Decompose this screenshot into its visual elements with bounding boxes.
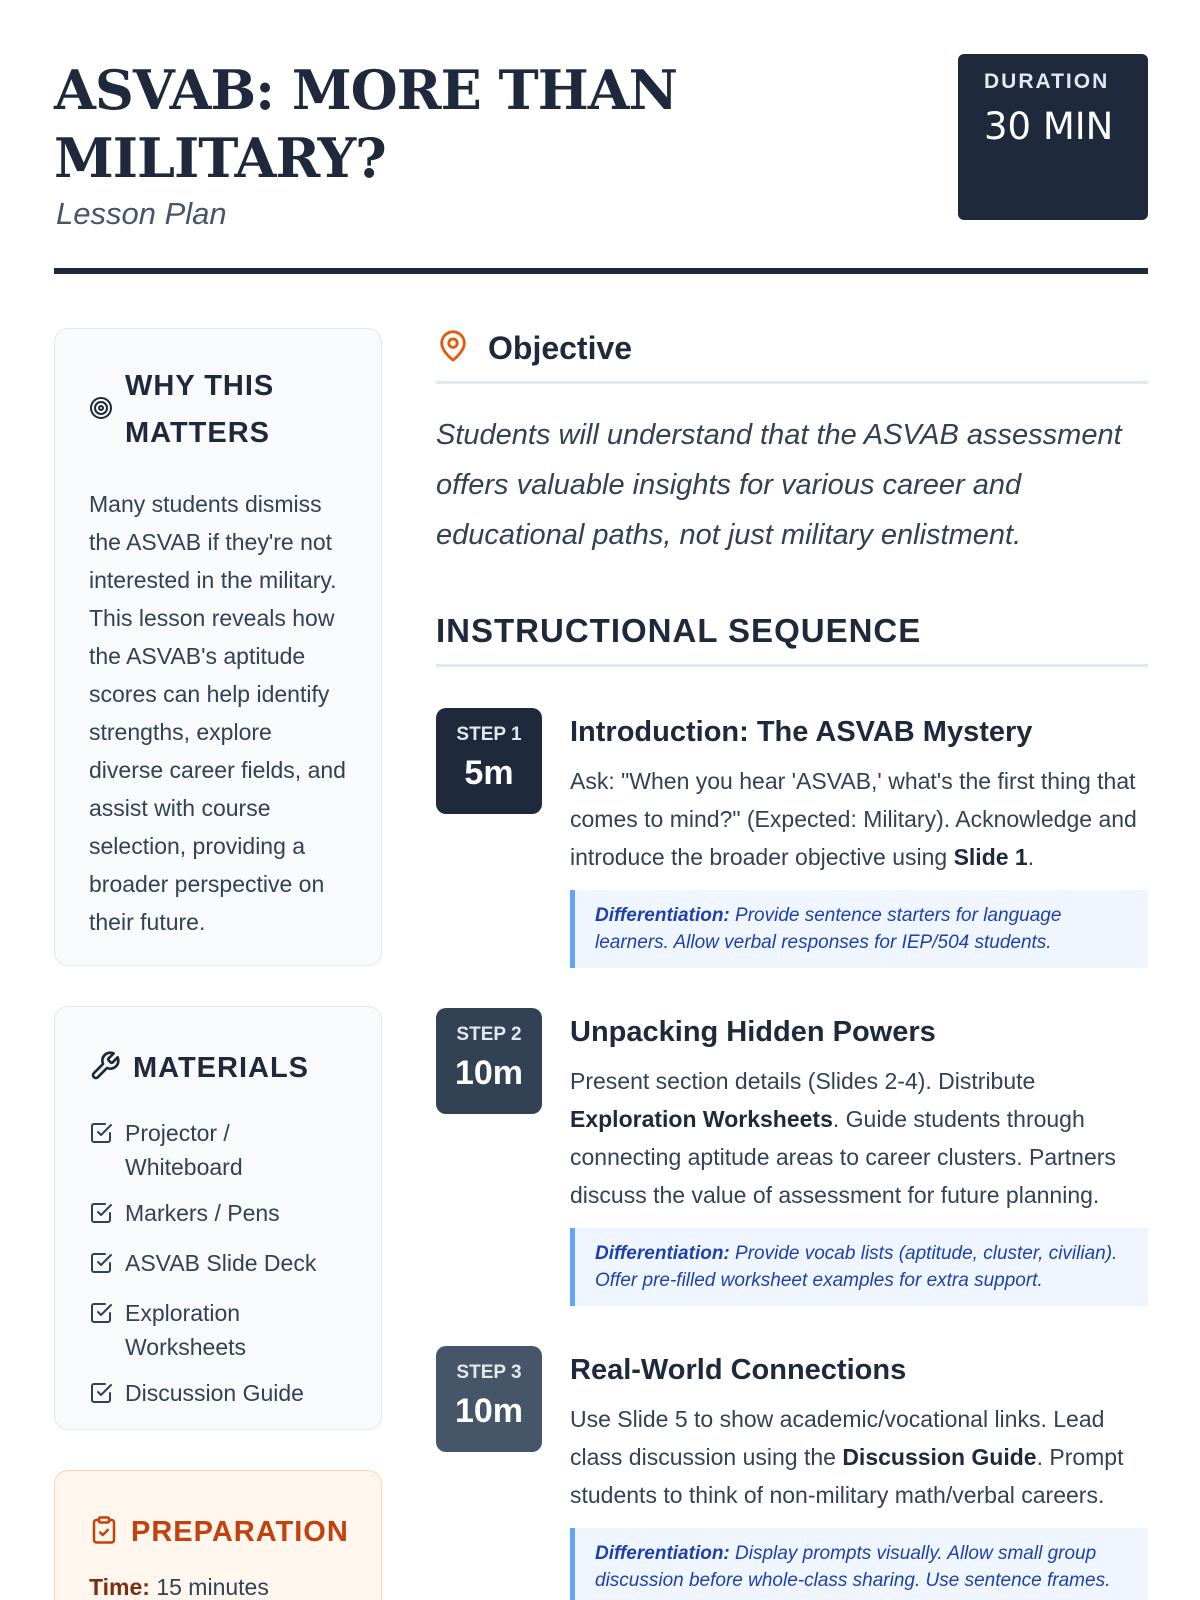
step-title: Unpacking Hidden Powers xyxy=(570,1016,936,1048)
map-pin-icon xyxy=(436,327,470,370)
material-label: Discussion Guide xyxy=(125,1380,304,1406)
desc-bold: Slide 1 xyxy=(953,844,1028,870)
preparation-card xyxy=(54,1470,382,1600)
desc-text: . Guide students through connecting aptitude areas to career clusters. Partners discuss the value of assessment for future planning. xyxy=(570,1106,1116,1208)
desc-text: . Prompt students to think of non-military math/verbal careers. xyxy=(570,1444,1124,1508)
why-header xyxy=(89,363,347,457)
desc-text: Ask: "When you hear 'ASVAB,' what's the first thing that comes to mind?" (Expected: Military). Acknowledge and introduce the broader objective using xyxy=(570,768,1137,870)
preparation-time-value: 15 minutes xyxy=(156,1574,269,1600)
why-heading: WHY THIS MATTERS xyxy=(125,370,275,449)
main-content xyxy=(436,328,1148,667)
step-minutes: 5m xyxy=(464,754,514,792)
materials-heading: MATERIALS xyxy=(133,1052,310,1084)
list-item xyxy=(89,1296,347,1364)
desc-text: Present section details (Slides 2-4). Distribute xyxy=(570,1068,1036,1094)
step-badge xyxy=(436,708,542,814)
step-body xyxy=(570,1346,1148,1600)
diff-text: Display prompts visually. Allow small group discussion before whole-class sharing. Use sentence frames. xyxy=(595,1543,1111,1591)
step-label: STEP 1 xyxy=(456,724,522,745)
checkbox-icon xyxy=(89,1380,113,1414)
material-label: Exploration Worksheets xyxy=(125,1300,247,1360)
preparation-time xyxy=(89,1574,347,1600)
differentiation-note xyxy=(570,890,1148,968)
wrench-icon xyxy=(89,1050,121,1087)
diff-label: Differentiation: xyxy=(595,1243,730,1264)
step-minutes: 10m xyxy=(454,1054,524,1092)
objective-heading: Objective xyxy=(488,330,633,366)
step-label: STEP 2 xyxy=(456,1024,522,1045)
list-item xyxy=(89,1376,347,1414)
preparation-header xyxy=(89,1509,347,1556)
step-label: STEP 3 xyxy=(456,1362,522,1383)
step-badge xyxy=(436,1008,542,1114)
materials-card xyxy=(54,1006,382,1430)
step-body xyxy=(570,1008,1148,1306)
checkbox-icon xyxy=(89,1250,113,1284)
step-description xyxy=(570,1400,1148,1514)
step-description xyxy=(570,1062,1148,1214)
preparation-time-label: Time: xyxy=(89,1574,150,1600)
list-item xyxy=(89,1116,347,1184)
diff-text: Provide vocab lists (aptitude, cluster, civilian). Offer pre-filled worksheet examples for extra support. xyxy=(595,1243,1118,1291)
material-label: Projector / Whiteboard xyxy=(125,1120,243,1180)
why-text: Many students dismiss the ASVAB if they're not interested in the military. This lesson reveals how the ASVAB's aptitude scores can help identify strengths, explore diverse career fields, and assist with course selection, providing a broader perspective on their future. xyxy=(89,491,346,935)
duration-value: 30 MIN xyxy=(984,105,1114,148)
page-subtitle: Lesson Plan xyxy=(56,196,227,231)
materials-header xyxy=(89,1045,347,1092)
desc-bold: Discussion Guide xyxy=(842,1444,1037,1470)
clipboard-icon xyxy=(89,1515,119,1550)
step-badge xyxy=(436,1346,542,1452)
material-label: ASVAB Slide Deck xyxy=(125,1250,317,1276)
diff-text: Provide sentence starters for language learners. Allow verbal responses for IEP/504 students. xyxy=(595,905,1062,953)
target-icon xyxy=(89,396,113,425)
diff-label: Differentiation: xyxy=(595,1543,730,1564)
preparation-heading: PREPARATION xyxy=(131,1516,349,1548)
step-title: Real-World Connections xyxy=(570,1354,907,1386)
objective-text: Students will understand that the ASVAB assessment offers valuable insights for various career and educational paths, not just military enlistment. xyxy=(436,419,1122,551)
step-minutes: 10m xyxy=(454,1392,524,1430)
desc-text: Use Slide 5 to show academic/vocational links. Lead class discussion using the xyxy=(570,1406,1105,1470)
list-item xyxy=(89,1196,347,1234)
checkbox-icon xyxy=(89,1300,113,1334)
differentiation-note xyxy=(570,1528,1148,1600)
material-label: Markers / Pens xyxy=(125,1200,280,1226)
step-description xyxy=(570,762,1148,876)
objective-header xyxy=(436,328,1148,384)
step-body xyxy=(570,708,1148,968)
sequence-heading: INSTRUCTIONAL SEQUENCE xyxy=(436,612,1148,667)
differentiation-note xyxy=(570,1228,1148,1306)
diff-label: Differentiation: xyxy=(595,905,730,926)
materials-list xyxy=(89,1116,347,1414)
desc-text: . xyxy=(1027,844,1035,870)
checkbox-icon xyxy=(89,1200,113,1234)
desc-bold: Exploration Worksheets xyxy=(570,1106,833,1132)
page-title: ASVAB: MORE THAN MILITARY? xyxy=(54,58,677,190)
duration-label: DURATION xyxy=(984,70,1110,93)
list-item xyxy=(89,1246,347,1284)
step-title: Introduction: The ASVAB Mystery xyxy=(570,716,1033,748)
why-this-matters-card xyxy=(54,328,382,966)
header xyxy=(54,52,1148,274)
duration-badge xyxy=(958,54,1148,220)
checkbox-icon xyxy=(89,1120,113,1154)
